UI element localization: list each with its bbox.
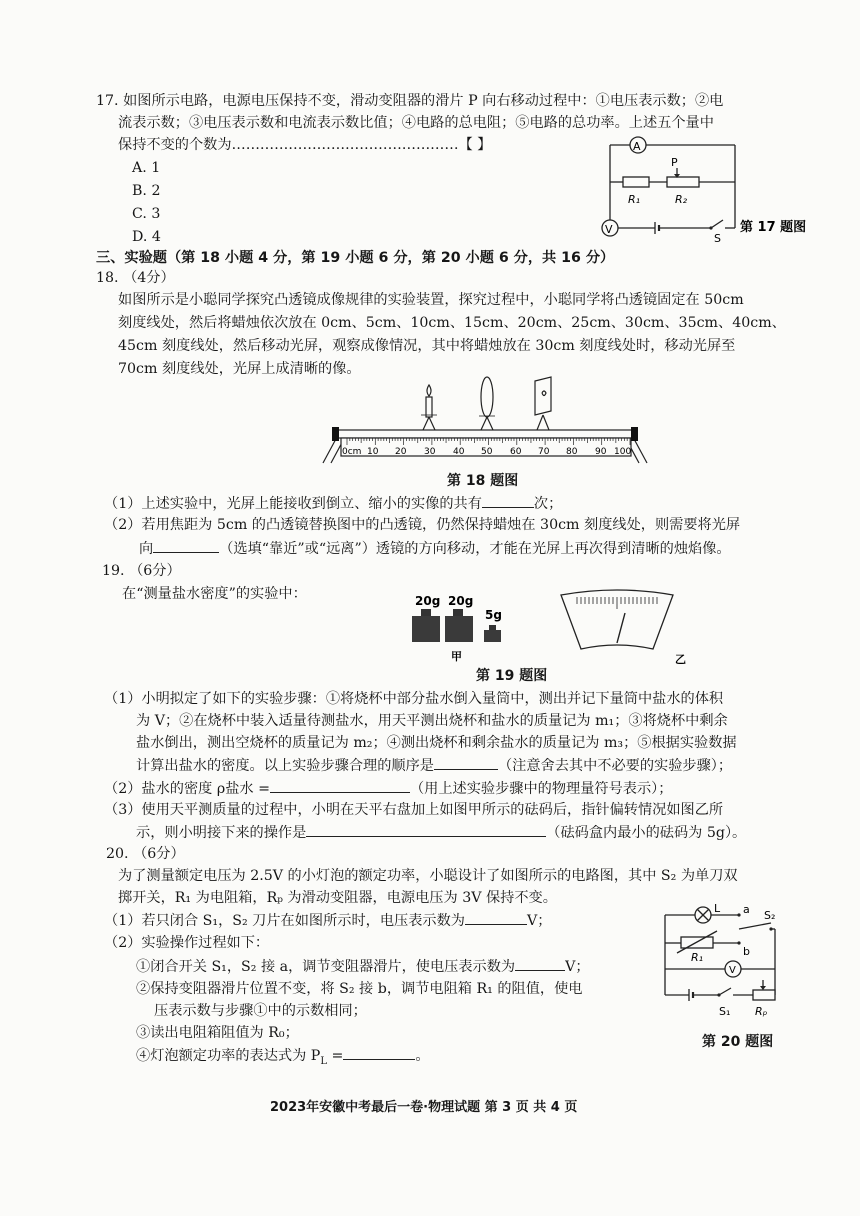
- q19-weight-5g: [484, 625, 501, 642]
- q17-option-d: D. 4: [132, 229, 161, 245]
- q19-sub1-line3: 盐水倒出，测出空烧杯的质量记为 m₂；④测出烧杯和剩余盐水的质量记为 m₃；⑤根据实验数据: [136, 735, 737, 751]
- q19-sub3-line2: 示，则小明接下来的操作是 （砝码盒内最小的砝码为 5g）。: [136, 822, 746, 843]
- q18-heading: 18. （4分）: [96, 270, 175, 286]
- q17-option-c: C. 3: [132, 206, 161, 222]
- q18-para-line2: 刻度线处，然后将蜡烛依次放在 0cm、5cm、10cm、15cm、20cm、25cm、30cm、35cm、40cm、: [118, 315, 786, 331]
- q19-sub2: （2）盐水的密度 ρ盐水 = （用上述实验步骤中的物理量符号表示）；: [104, 778, 672, 799]
- q17-switch-label: S: [714, 232, 721, 245]
- q18-para-line1: 如图所示是小聪同学探究凸透镜成像规律的实验装置，探究过程中，小聪同学将凸透镜固定在 50cm: [118, 292, 744, 308]
- q20-step4-blank[interactable]: [343, 1045, 415, 1060]
- q18-sub1-blank[interactable]: [482, 493, 534, 508]
- q20-sub1: （1）若只闭合 S₁，S₂ 刀片在如图所示时，电压表示数为 V；: [104, 910, 551, 931]
- q17-stem-line2: 流表示数；③电压表示数和电流表示数比值；④电路的总电阻；⑤电路的总功率。上述五个量中: [118, 115, 714, 131]
- q19-weight-20g-2-label: 20g: [448, 594, 474, 608]
- q17-stem-line1: 17. 如图所示电路，电源电压保持不变，滑动变阻器的滑片 P 向右移动过程中：①电压表示数；②电: [96, 93, 724, 109]
- q19-figure-caption: 第 19 题图: [476, 668, 548, 684]
- q20-rp-label: Rₚ: [755, 1005, 768, 1018]
- q17-stem-line3: 保持不变的个数为…………………………………………【 】: [118, 137, 492, 153]
- section-3-heading: 三、实验题（第 18 小题 4 分，第 19 小题 6 分，第 20 小题 6 分，共 16 分）: [96, 250, 615, 266]
- q18-para-line4: 70cm 刻度线处，光屏上成清晰的像。: [118, 361, 361, 377]
- q19-sub1-line1: （1）小明拟定了如下的实验步骤：①将烧杯中部分盐水倒入量筒中，测出并记下量筒中盐水的体积: [104, 691, 724, 707]
- q20-terminal-b-label: b: [743, 945, 750, 958]
- q18-ruler-label-90: 90: [595, 447, 607, 457]
- q19-sub1-line2: 为 V；②在烧杯中装入适量待测盐水，用天平测出烧杯和盐水的质量记为 m₁；③将烧杯中剩余: [136, 713, 728, 729]
- q19-sub3-line1: （3）使用天平测质量的过程中，小明在天平右盘加上如图甲所示的砝码后，指针偏转情况如图乙所: [104, 802, 724, 818]
- q20-step1: ①闭合开关 S₁，S₂ 接 a，调节变阻器滑片，使电压表示数为 V；: [136, 956, 590, 977]
- q19-jia-label: 甲: [451, 650, 462, 663]
- q20-step4: ④灯泡额定功率的表达式为 $P_L$ = 。: [136, 1045, 430, 1072]
- q20-step3: ③读出电阻箱阻值为 R₀；: [136, 1025, 299, 1041]
- q20-step2-line1: ②保持变阻器滑片位置不变，将 S₂ 接 b，调节电阻箱 R₁ 的阻值，使电: [136, 981, 583, 997]
- q17-r1-label: R₁: [628, 193, 641, 206]
- q20-circuit-diagram: [655, 903, 805, 1023]
- q18-ruler-label-30: 30: [424, 447, 436, 457]
- q19-yi-label: 乙: [675, 653, 686, 666]
- q20-lamp-label: L: [714, 903, 721, 915]
- q17-option-b: B. 2: [132, 183, 161, 199]
- q19-sub2-blank[interactable]: [270, 778, 410, 793]
- q20-para-line1: 为了测量额定电压为 2.5V 的小灯泡的额定功率，小聪设计了如图所示的电路图，其中 S₂ 为单刀双: [118, 868, 738, 884]
- q18-ruler-label-20: 20: [395, 447, 407, 457]
- q18-ruler-label-60: 60: [510, 447, 522, 457]
- q20-terminal-a-label: a: [743, 903, 750, 916]
- q18-sub2-blank[interactable]: [153, 538, 219, 553]
- q18-optical-bench-diagram: [315, 375, 655, 467]
- q18-sub2-line1: （2）若用焦距为 5cm 的凸透镜替换图中的凸透镜，仍然保持蜡烛在 30cm 刻度线处，则需要将光屏: [104, 517, 741, 533]
- q20-sub2: （2）实验操作过程如下：: [104, 935, 270, 951]
- q17-option-a: A. 1: [132, 160, 161, 176]
- q17-slider-label: P: [671, 156, 678, 169]
- q20-step1-blank[interactable]: [515, 956, 565, 971]
- q17-circuit-diagram: [595, 130, 835, 245]
- q19-sub1-line4: 计算出盐水的密度。以上实验步骤合理的顺序是 （注意舍去其中不必要的实验步骤）；: [136, 755, 732, 776]
- q20-sub1-blank[interactable]: [465, 910, 527, 925]
- q17-voltmeter-label: V: [605, 223, 613, 236]
- q20-para-line2: 掷开关，R₁ 为电阻箱，Rₚ 为滑动变阻器，电源电压为 3V 保持不变。: [118, 890, 557, 906]
- q17-ammeter-label: A: [633, 140, 641, 153]
- q18-figure-caption: 第 18 题图: [447, 473, 519, 489]
- q20-s2-label: S₂: [764, 909, 776, 922]
- q20-figure-caption: 第 20 题图: [702, 1034, 774, 1050]
- q18-ruler-label-40: 40: [453, 447, 465, 457]
- q20-step2-line2: 压表示数与步骤①中的示数相同；: [154, 1003, 367, 1019]
- q18-ruler-label-0: 0cm: [342, 447, 362, 457]
- q17-figure-caption: 第 17 题图: [740, 220, 807, 235]
- q18-sub1: （1）上述实验中，光屏上能接收到倒立、缩小的实像的共有 次；: [104, 493, 562, 514]
- q18-ruler-label-100: 100: [614, 447, 632, 457]
- q20-heading: 20. （6分）: [106, 846, 185, 862]
- q17-r2-label: R₂: [675, 193, 688, 206]
- q19-balance-scale-figure: [555, 585, 695, 667]
- q18-ruler-label-70: 70: [538, 447, 550, 457]
- q18-ruler-label-80: 80: [566, 447, 578, 457]
- q19-heading: 19. （6分）: [102, 563, 181, 579]
- q18-sub2-line2: 向 （选填“靠近”或“远离”）透镜的方向移动，才能在光屏上再次得到清晰的烛焰像。: [139, 538, 731, 559]
- q19-sub3-blank[interactable]: [306, 822, 546, 837]
- q20-s1-label: S₁: [719, 1005, 731, 1018]
- q18-ruler-label-50: 50: [481, 447, 493, 457]
- q18-ruler-label-10: 10: [367, 447, 379, 457]
- page-footer: 2023年安徽中考最后一卷·物理试题 第 3 页 共 4 页: [270, 1100, 578, 1115]
- q19-weight-20g-1: [412, 609, 440, 642]
- q20-r1-label: R₁: [691, 951, 704, 964]
- q19-intro: 在“测量盐水密度”的实验中：: [122, 586, 307, 602]
- q19-weight-5g-label: 5g: [485, 608, 502, 622]
- q18-para-line3: 45cm 刻度线处，然后移动光屏，观察成像情况，其中将蜡烛放在 30cm 刻度线处时，移动光屏至: [118, 338, 736, 354]
- q19-sub1-blank[interactable]: [434, 755, 498, 770]
- q20-voltmeter-label: V: [729, 965, 736, 976]
- q19-weights-figure: [405, 585, 515, 665]
- q19-weight-20g-1-label: 20g: [415, 594, 441, 608]
- q19-weight-20g-2: [445, 609, 473, 642]
